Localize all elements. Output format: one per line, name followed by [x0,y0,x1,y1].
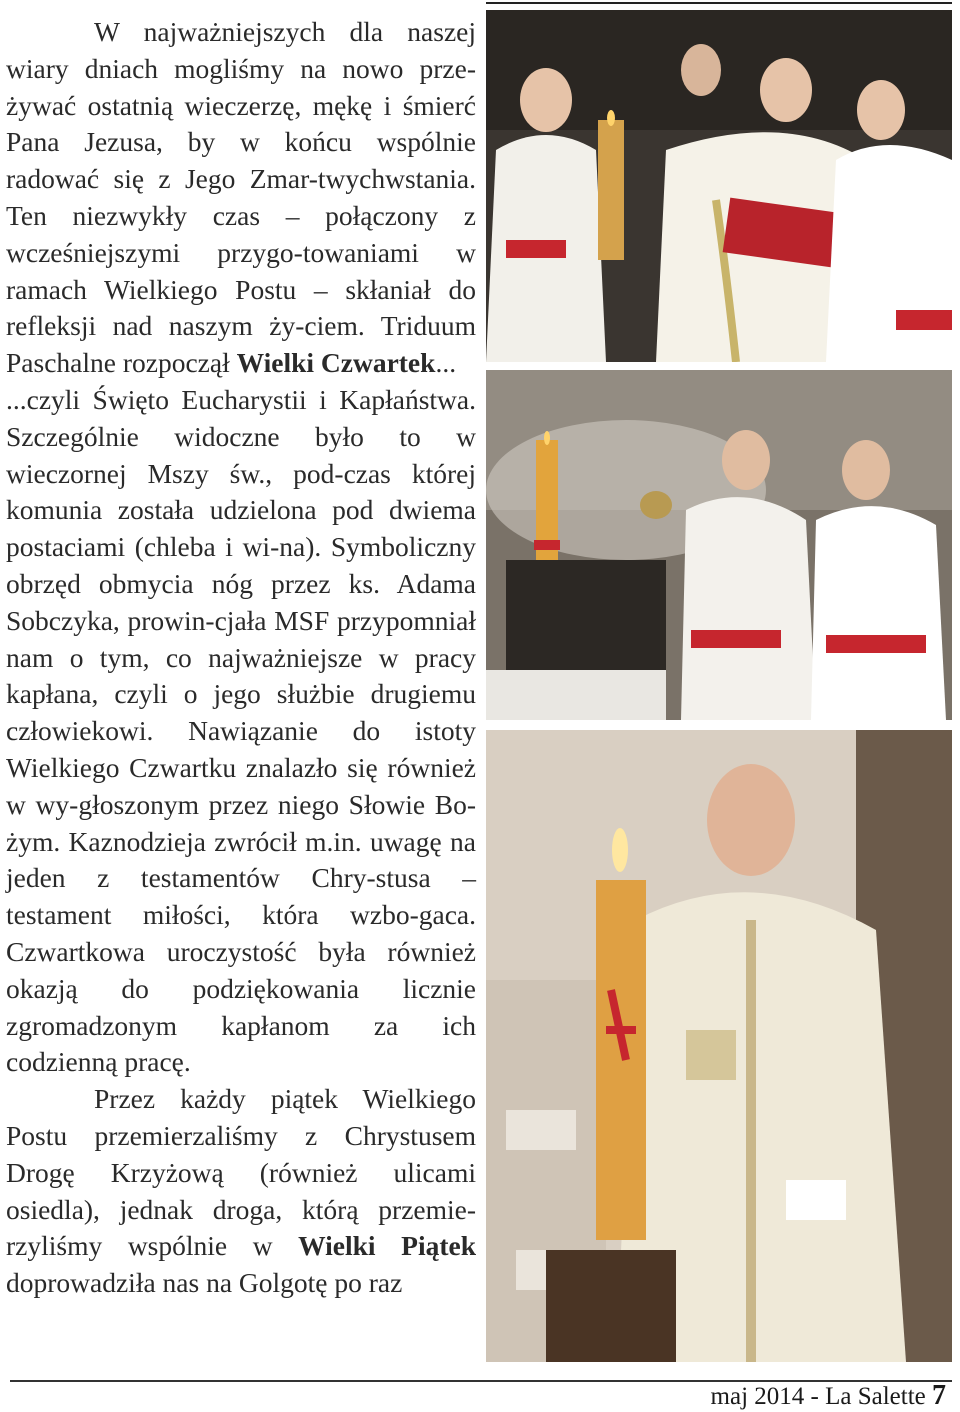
page-number: 7 [932,1380,946,1411]
text-run: towaniami w ramach Wielkiego Postu – skłaniał do refleksji nad naszym ży- [6,236,476,342]
text-run: stusa – testament miłości, która wzbo- [6,862,477,931]
text-run: żym. Kaznodzieja zwrócił m.in. uwagę na jeden z testamentów Chry- [6,825,476,894]
text-run: rzyliśmy wspólnie w [6,1230,273,1262]
paragraph-2 [6,382,476,1081]
page-footer [711,1381,946,1412]
text-run: ... [435,347,457,379]
photo-incense [486,370,952,720]
text-run: ciem. Triduum Paschalne rozpoczął [6,310,476,379]
text-run: cjała MSF przypomniał nam o tym, co najważniejsze w pracy kapłana, czyli o jego służbie drugiemu człowiekowi. Nawiązanie do istoty Wielkiego Czwartku znalazło się również w wy- [6,604,476,820]
text-run: żywać ostatnią wieczerzę, mękę i śmierć Pana Jezusa, by w końcu wspólnie radować się z Jego Zmar- [6,89,476,195]
bold-phrase: Wielki Czwartek [236,347,436,379]
top-rule [486,2,952,4]
text-run: W najważniejszych dla naszej wiary dniach mogliśmy na nowo prze- [6,16,476,84]
text-run: głoszonym przez niego Słowie Bo- [78,788,476,820]
photo-paschal-candle [486,730,952,1362]
text-run: ...czyli Święto Eucharystii i Kapłaństwa. Szczególnie widoczne było to w wieczornej Mszy św., pod- [6,383,476,489]
text-run: czas której komunia została udzielona pod dwiema postaciami (chleba i wi- [6,457,476,563]
issue-label: maj 2014 - La Salette [710,1383,926,1410]
text-run: na). Symboliczny obrzęd obmycia nóg przez ks. Adama Sobczyka, prowin- [6,531,476,636]
text-run: gaca. Czwartkowa uroczystość była również okazją do podziękowania licznie zgromadzonym kapłanom za ich codzienną pracę. [6,899,476,1078]
text-run: Przez każdy piątek Wielkiego Postu przemierzaliśmy z Chrystusem Drogę Krzyżową (również ulicami osiedla), jednak droga, którą przemie- [6,1083,476,1225]
paragraph-3 [6,1081,476,1302]
photo-candle-lighting [486,10,952,362]
bold-phrase: Wielki Piątek [298,1230,476,1262]
article-text [6,14,476,1302]
paragraph-1 [6,14,476,382]
text-run: doprowadziła nas na Golgotę po raz [6,1267,403,1299]
text-run: twychwstania. Ten niezwykły czas – połączony z wcześniejszymi przygo- [6,163,476,268]
